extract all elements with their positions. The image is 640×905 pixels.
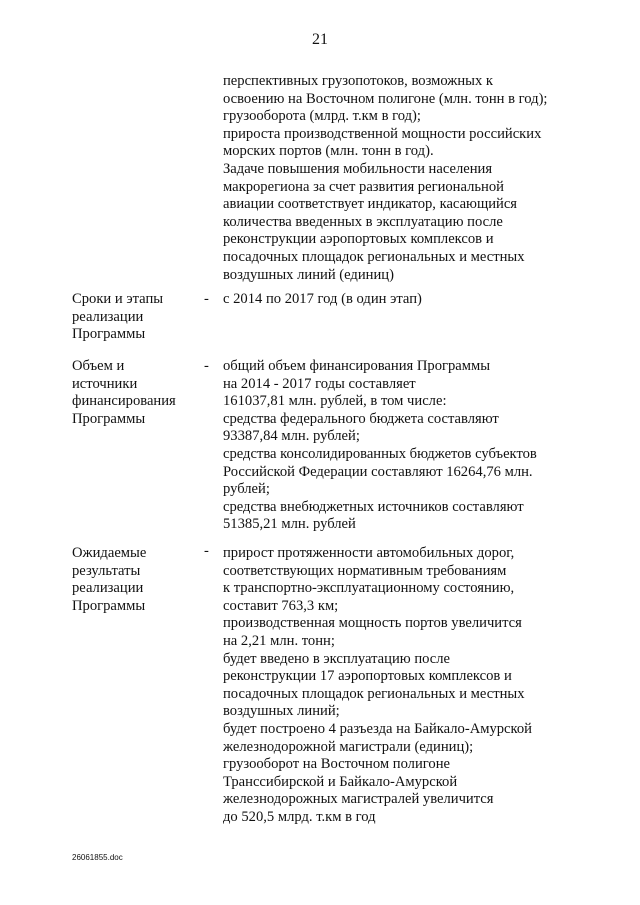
- value-line: на 2014 - 2017 годы составляет: [223, 375, 416, 392]
- section-dash: -: [204, 358, 209, 374]
- value-line: прирост протяженности автомобильных дорог,: [223, 545, 515, 561]
- value-line: средства внебюджетных источников составляют: [223, 498, 524, 515]
- value-line: Транссибирской и Байкало-Амурской: [223, 773, 458, 790]
- label-line: Программы: [72, 326, 146, 343]
- document-filename: 26061855.doc: [72, 853, 123, 862]
- value-line: с 2014 по 2017 год (в один этап): [223, 291, 422, 307]
- section-results-value: [223, 545, 532, 827]
- section-funding-value: [223, 358, 537, 534]
- intro-line: грузооборота (млрд. т.км в год);: [223, 108, 421, 125]
- section-results-label: [72, 545, 146, 615]
- value-line: Российской Федерации составляют 16264,76 млн.: [223, 463, 533, 480]
- label-line: Ожидаемые: [72, 545, 147, 561]
- intro-line: прироста производственной мощности российских: [223, 125, 542, 142]
- value-line: соответствующих нормативным требованиям: [223, 562, 507, 579]
- intro-line: освоению на Восточном полигоне (млн. тонн в год);: [223, 90, 548, 107]
- value-line: средства консолидированных бюджетов субъектов: [223, 445, 537, 462]
- label-line: источники: [72, 375, 138, 392]
- value-line: 93387,84 млн. рублей;: [223, 428, 360, 445]
- intro-line: морских портов (млн. тонн в год).: [223, 143, 434, 160]
- value-line: 51385,21 млн. рублей: [223, 516, 356, 533]
- intro-line: перспективных грузопотоков, возможных к: [223, 73, 494, 89]
- value-line: 161037,81 млн. рублей, в том числе:: [223, 393, 447, 410]
- value-line: грузооборот на Восточном полигоне: [223, 756, 450, 773]
- section-dash: -: [204, 291, 209, 307]
- intro-line: воздушных линий (единиц): [223, 266, 394, 283]
- label-line: реализации: [72, 580, 144, 597]
- section-funding-label: [72, 358, 176, 428]
- label-line: финансирования: [72, 393, 176, 410]
- intro-line: количества введенных в эксплуатацию после: [223, 213, 503, 230]
- value-line: воздушных линий;: [223, 703, 340, 720]
- page-number: 21: [312, 31, 328, 48]
- intro-text: [223, 73, 548, 284]
- value-line: составит 763,3 км;: [223, 597, 339, 614]
- value-line: железнодорожных магистралей увеличится: [223, 791, 494, 808]
- value-line: к транспортно-эксплуатационному состоянию,: [223, 580, 515, 597]
- section-timing-value: [223, 291, 422, 309]
- intro-line: макрорегиона за счет развития региональной: [223, 178, 504, 195]
- intro-line: реконструкции аэропортовых комплексов и: [223, 231, 494, 248]
- intro-line: Задаче повышения мобильности населения: [223, 160, 493, 177]
- section-timing-label: [72, 291, 163, 344]
- value-line: до 520,5 млрд. т.км в год: [223, 808, 376, 825]
- label-line: результаты: [72, 562, 141, 579]
- label-line: реализации: [72, 308, 144, 325]
- value-line: железнодорожной магистрали (единиц);: [223, 738, 474, 755]
- section-dash: -: [204, 543, 209, 559]
- label-line: Объем и: [72, 358, 125, 374]
- intro-line: авиации соответствует индикатор, касающийся: [223, 196, 518, 213]
- value-line: рублей;: [223, 481, 270, 498]
- value-line: общий объем финансирования Программы: [223, 358, 491, 374]
- value-line: посадочных площадок региональных и местных: [223, 685, 525, 702]
- label-line: Сроки и этапы: [72, 291, 164, 307]
- value-line: реконструкции 17 аэропортовых комплексов и: [223, 668, 512, 685]
- value-line: будет построено 4 разъезда на Байкало-Амурской: [223, 720, 532, 737]
- value-line: будет введено в эксплуатацию после: [223, 650, 451, 667]
- intro-line: посадочных площадок региональных и местных: [223, 248, 525, 265]
- value-line: производственная мощность портов увеличится: [223, 615, 522, 632]
- value-line: на 2,21 млн. тонн;: [223, 632, 335, 649]
- label-line: Программы: [72, 410, 146, 427]
- value-line: средства федерального бюджета составляют: [223, 410, 499, 427]
- label-line: Программы: [72, 597, 146, 614]
